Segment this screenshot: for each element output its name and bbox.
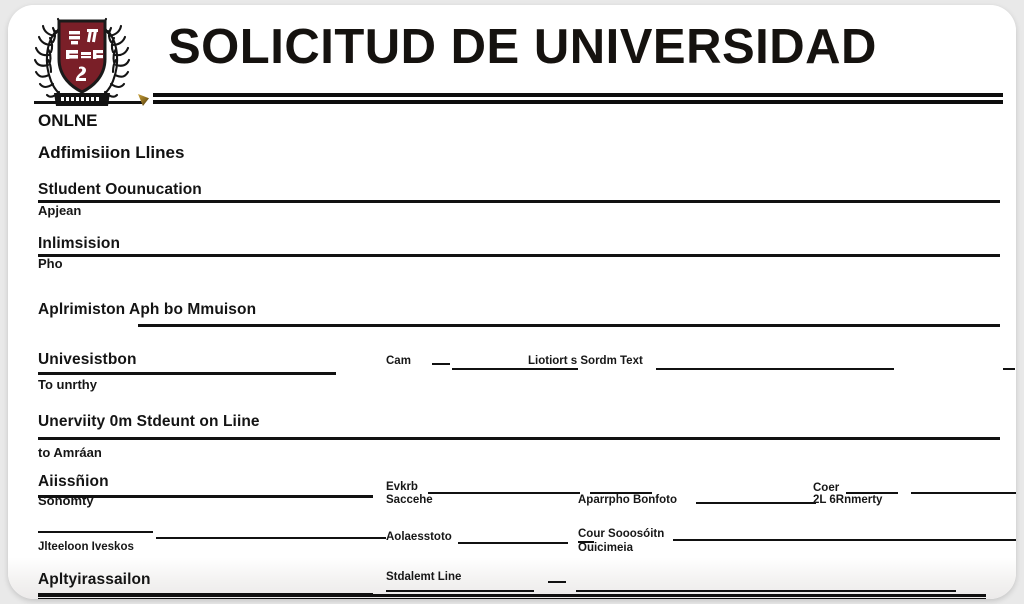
field-rule-coer-2[interactable] bbox=[911, 492, 1016, 494]
field-row-apltyirassailon bbox=[38, 571, 151, 589]
field-label-apltyirassailon: Apltyirassailon bbox=[38, 571, 151, 588]
footer-rule-top bbox=[38, 594, 986, 597]
field-label-student-doc: Stludent Oounucation bbox=[38, 181, 202, 198]
field-label-university: Univesistbon bbox=[38, 351, 137, 368]
application-form-page bbox=[8, 5, 1016, 599]
field-sublabel-apjean: Apjean bbox=[38, 203, 82, 218]
field-row-admission bbox=[38, 473, 109, 491]
field-label-inlim: Inlimsision bbox=[38, 235, 121, 252]
field-label-admission: Aiissñion bbox=[38, 473, 109, 490]
field-rule-aplrim[interactable] bbox=[138, 324, 1000, 327]
field-row-unervity bbox=[38, 413, 260, 431]
crest-underline-rule bbox=[34, 101, 142, 104]
field-rule-stdalemt-1[interactable] bbox=[386, 590, 534, 592]
field-rule-cam-2[interactable] bbox=[656, 368, 894, 370]
footer-rule-bottom bbox=[38, 598, 986, 599]
field-rule-cour[interactable] bbox=[673, 539, 1016, 541]
field-rule-evkrb-1[interactable] bbox=[428, 492, 580, 494]
field-label-evkrb: Evkrb bbox=[386, 481, 418, 493]
footer-double-rule bbox=[38, 594, 986, 599]
field-label-jlteeloon: Jlteeloon Iveskos bbox=[38, 541, 134, 553]
field-rule-inlim[interactable] bbox=[38, 254, 1000, 257]
field-row-university bbox=[38, 351, 137, 369]
field-rule-unervity[interactable] bbox=[38, 437, 1000, 440]
field-rule-jlteeloon-2[interactable] bbox=[156, 537, 386, 539]
field-row-inlim bbox=[38, 235, 120, 253]
field-row-cour bbox=[578, 528, 664, 540]
field-row-coer bbox=[813, 482, 839, 494]
field-sublabel-sonomty: Sonomty bbox=[38, 493, 94, 508]
field-row-aolaesstoto bbox=[386, 531, 452, 543]
section-heading-admission-lines: Adfimisiion Llines bbox=[38, 143, 185, 162]
header-rule-top bbox=[153, 93, 1003, 97]
field-rule-jlteeloon-1[interactable] bbox=[38, 531, 153, 533]
field-rule-cam-3[interactable] bbox=[1003, 368, 1015, 370]
field-rule-student-doc[interactable] bbox=[38, 200, 1000, 203]
field-sublabel-ouicimeia: Ouicimeia bbox=[578, 542, 633, 554]
form-header bbox=[8, 5, 1016, 105]
university-crest-icon bbox=[30, 9, 134, 113]
field-rule-university[interactable] bbox=[38, 372, 336, 375]
header-accent-mark-icon bbox=[138, 94, 149, 106]
field-rule-cam-1[interactable] bbox=[452, 368, 578, 370]
field-row-aparrpho bbox=[578, 494, 677, 506]
field-row-aplrim bbox=[38, 301, 256, 319]
field-sublabel-coer: 2L 6Rnmerty bbox=[813, 494, 883, 506]
field-label-aparrpho: Aparrpho Bonfoto bbox=[578, 494, 678, 506]
field-rule-aparrpho[interactable] bbox=[696, 502, 816, 504]
field-row-cam bbox=[386, 355, 643, 367]
header-rule-bottom bbox=[153, 100, 1003, 104]
field-label-coer: Coer bbox=[813, 482, 840, 494]
field-rule-aolaesstoto[interactable] bbox=[458, 542, 568, 544]
page-title: SOLICITUD DE UNIVERSIDAD bbox=[168, 20, 877, 74]
field-label-unervity: Unerviity 0m Stdeunt on Liine bbox=[38, 413, 260, 430]
field-label-cam-mid: Liotiort s Sordm Text bbox=[528, 355, 643, 367]
field-label-cam: Cam bbox=[386, 355, 411, 367]
field-dash-cam bbox=[432, 363, 450, 365]
field-sublabel-to-unrthy: To unrthy bbox=[38, 377, 97, 392]
field-row-evkrb bbox=[386, 481, 418, 493]
field-row-student-doc bbox=[38, 181, 202, 199]
field-label-cour: Cour Sooosóitn bbox=[578, 528, 665, 540]
field-sublabel-to-amran: to Amráan bbox=[38, 445, 102, 460]
field-sublabel-pho: Pho bbox=[38, 256, 63, 271]
field-sublabel-saccehe: Saccehe bbox=[386, 494, 433, 506]
paper-surface bbox=[8, 5, 1016, 599]
field-label-aplrim: Aplrimiston Aph bo Mmuison bbox=[38, 301, 257, 318]
field-rule-stdalemt-2[interactable] bbox=[576, 590, 956, 592]
field-row-stdalemt bbox=[386, 571, 461, 583]
header-double-rule bbox=[153, 93, 1003, 104]
field-dash-stdalemt bbox=[548, 581, 566, 583]
section-heading-online: ONLNE bbox=[38, 111, 98, 130]
field-label-stdalemt: Stdalemt Line bbox=[386, 571, 462, 583]
field-label-aolaesstoto: Aolaesstoto bbox=[386, 531, 452, 543]
